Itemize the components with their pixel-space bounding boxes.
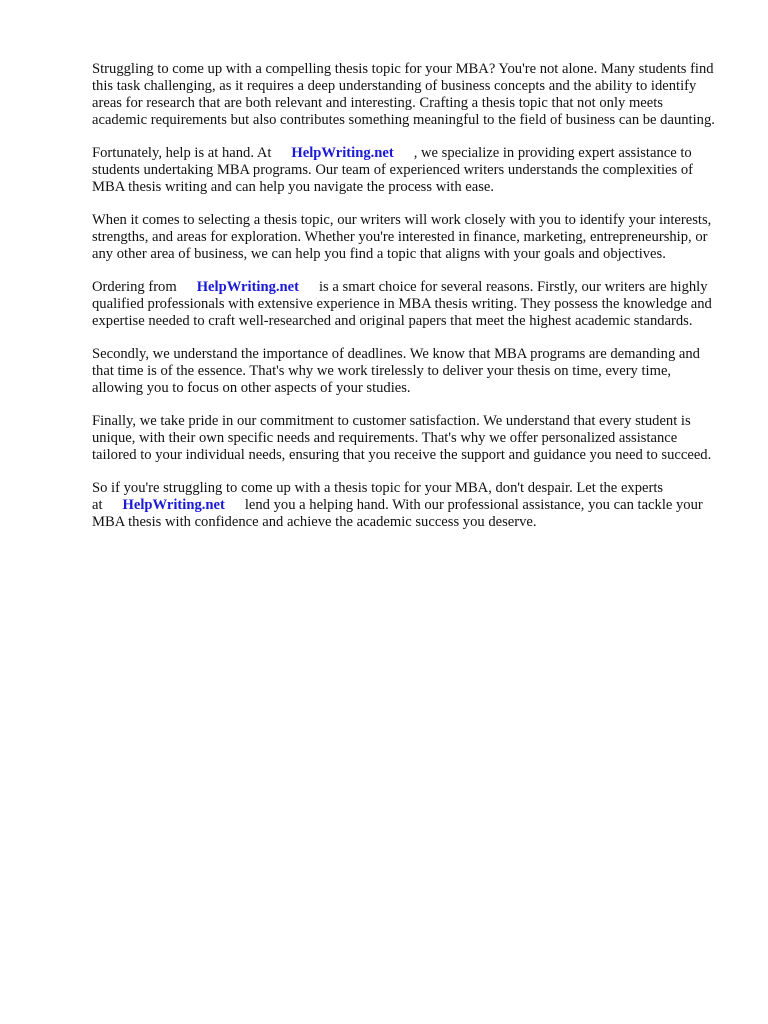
paragraph-ordering-text-after: is a smart choice for several reasons. Firstly, our writers are highly qualified professionals with extensive experience in MBA thesis writing. They possess the knowledge and expertise needed to craft well-researched and original papers that meet the highest academic standards. bbox=[92, 279, 712, 329]
helpwriting-link[interactable]: HelpWriting.net bbox=[291, 145, 394, 161]
paragraph-intro-text: Struggling to come up with a compelling thesis topic for your MBA? You're not alone. Many students find this task challenging, as it requires a deep understanding of business concepts and the ability to identify areas for research that are both relevant and interesting. Crafting a thesis topic that not only meets academic requirements but also contributes something meaningful to the field of business can be daunting. bbox=[92, 61, 715, 128]
document-body bbox=[92, 61, 720, 547]
paragraph-fortunately-text-after: , we specialize in providing expert assistance to students undertaking MBA programs. Our team of experienced writers understands the complexities of MBA thesis writing and can help you navigate the process with ease. bbox=[92, 145, 694, 195]
paragraph-intro bbox=[92, 61, 720, 129]
helpwriting-link[interactable]: HelpWriting.net bbox=[196, 279, 299, 295]
helpwriting-link[interactable]: HelpWriting.net bbox=[122, 497, 225, 513]
paragraph-ordering-text-before: Ordering from bbox=[92, 279, 177, 295]
paragraph-closing bbox=[92, 480, 720, 531]
paragraph-closing-text-after: lend you a helping hand. With our professional assistance, you can tackle your MBA thesis with confidence and achieve the academic success you deserve. bbox=[92, 497, 703, 530]
paragraph-fortunately-text-before: Fortunately, help is at hand. At bbox=[92, 145, 272, 161]
paragraph-deadlines bbox=[92, 346, 720, 397]
paragraph-satisfaction bbox=[92, 413, 720, 464]
paragraph-ordering bbox=[92, 279, 720, 330]
paragraph-closing-text-before: So if you're struggling to come up with a thesis topic for your MBA, don't despair. Let the experts at bbox=[92, 480, 664, 513]
paragraph-selecting-topic-text: When it comes to selecting a thesis topic, our writers will work closely with you to identify your interests, strengths, and areas for exploration. Whether you're interested in finance, marketing, entrepreneurship, or any other area of business, we can help you find a topic that aligns with your goals and objectives. bbox=[92, 212, 712, 262]
paragraph-satisfaction-text: Finally, we take pride in our commitment to customer satisfaction. We understand that every student is unique, with their own specific needs and requirements. That's why we offer personalized assistance tailored to your individual needs, ensuring that you receive the support and guidance you need to succeed. bbox=[92, 413, 712, 463]
paragraph-fortunately bbox=[92, 145, 720, 196]
paragraph-deadlines-text: Secondly, we understand the importance of deadlines. We know that MBA programs are demanding and that time is of the essence. That's why we work tirelessly to deliver your thesis on time, every time, allowing you to focus on other aspects of your studies. bbox=[92, 346, 700, 396]
paragraph-selecting-topic bbox=[92, 212, 720, 263]
